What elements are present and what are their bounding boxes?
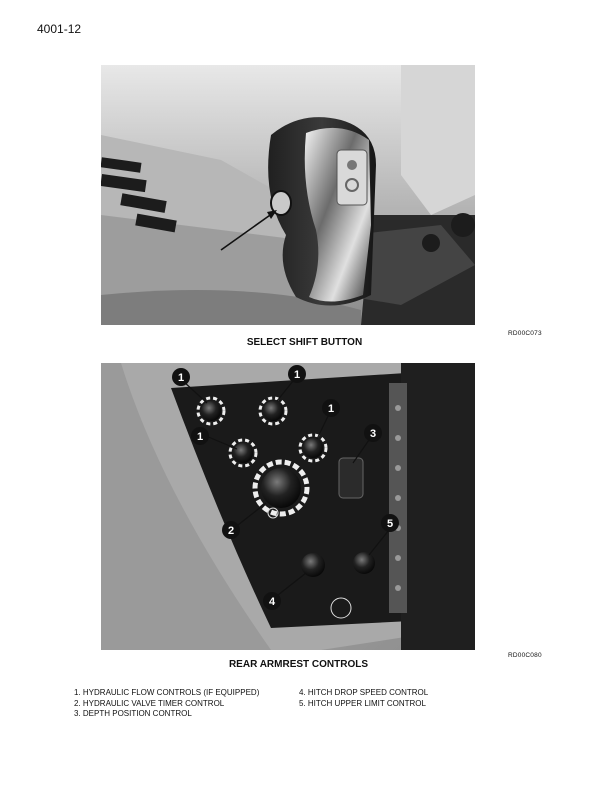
- legend-right: [299, 688, 428, 709]
- legend-item: 3. DEPTH POSITION CONTROL: [74, 709, 192, 718]
- callout-2: 2: [227, 525, 235, 537]
- figure1-caption: SELECT SHIFT BUTTON: [246, 337, 363, 348]
- callout-1c: 1: [196, 431, 204, 443]
- callout-5: 5: [386, 518, 394, 530]
- callout-1d: 1: [327, 403, 335, 415]
- figure2-caption: REAR ARMREST CONTROLS: [228, 659, 369, 670]
- callout-1b: 1: [293, 369, 301, 381]
- callout-1a: 1: [177, 372, 185, 384]
- legend-item: 4. HITCH DROP SPEED CONTROL: [299, 688, 429, 697]
- callout-4: 4: [268, 596, 276, 608]
- legend-item: 1. HYDRAULIC FLOW CONTROLS (IF EQUIPPED): [74, 688, 260, 697]
- legend-left: [74, 688, 259, 720]
- legend-item: 5. HITCH UPPER LIMIT CONTROL: [299, 698, 426, 708]
- shift-lever-photo: [101, 65, 475, 325]
- armrest-controls-photo: [101, 363, 475, 650]
- figure2-ref-code: RD00C080: [508, 652, 542, 659]
- page-number: 4001-12: [37, 22, 82, 36]
- figure1-ref-code: RD00C073: [508, 330, 542, 337]
- callout-3: 3: [369, 428, 377, 440]
- legend-item: 2. HYDRAULIC VALVE TIMER CONTROL: [74, 698, 225, 708]
